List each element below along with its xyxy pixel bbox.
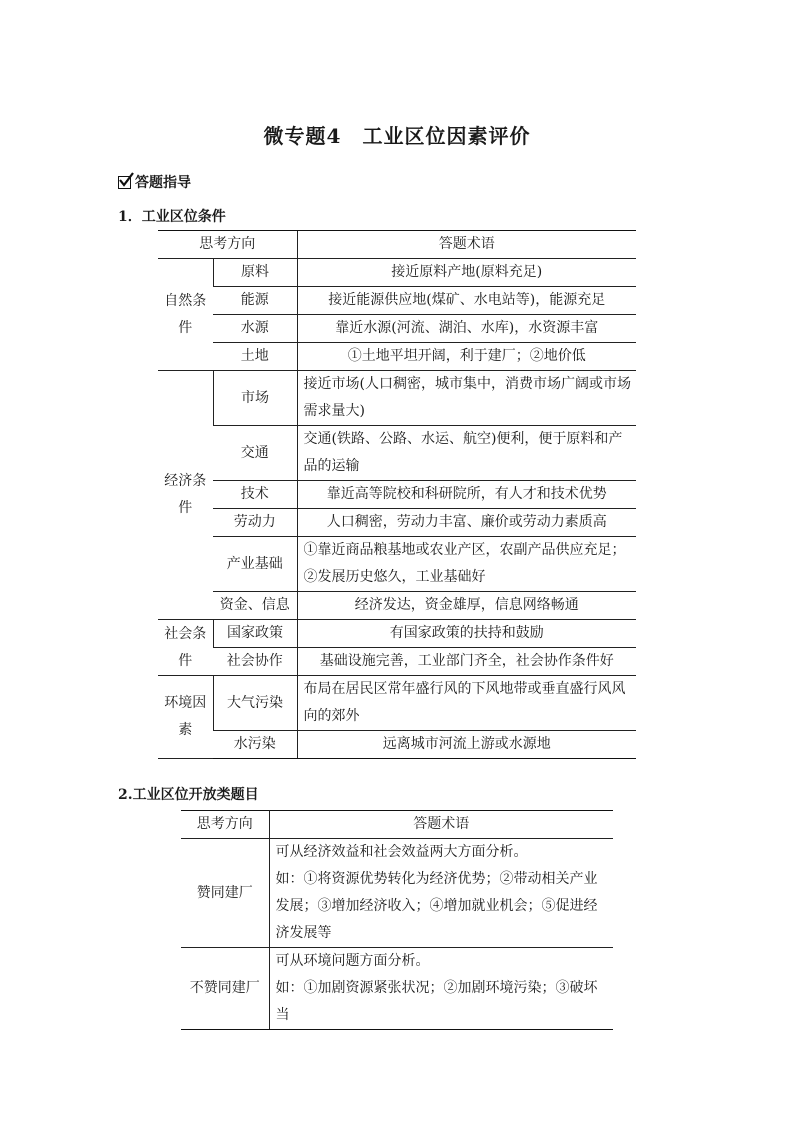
table-row	[158, 481, 636, 509]
table-row	[181, 839, 613, 948]
term-cell: 远离城市河流上游或水源地	[297, 731, 636, 759]
table-row	[158, 315, 636, 343]
factor-cell: 水污染	[213, 731, 297, 759]
term-cell: 靠近水源(河流、湖泊、水库)，水资源丰富	[297, 315, 636, 343]
table-row	[158, 509, 636, 537]
table-row	[158, 537, 636, 592]
category-cell: 社会条件	[158, 620, 213, 676]
analysis-points: 如：①加剧资源紧张状况；②加剧环境污染；③破坏当	[275, 980, 598, 1023]
table-row	[158, 371, 636, 426]
factor-cell: 社会协作	[213, 648, 297, 676]
guide-label: 答题指导	[135, 175, 191, 191]
table-row	[158, 592, 636, 620]
table-row	[158, 259, 636, 287]
category-cell: 经济条件	[158, 371, 213, 620]
factor-cell: 能源	[213, 287, 297, 315]
header-direction: 思考方向	[158, 231, 297, 259]
header-terms: 答题术语	[297, 231, 636, 259]
analysis-intro: 可从经济效益和社会效益两大方面分析。	[275, 844, 528, 860]
term-cell: 靠近高等院校和科研院所，有人才和技术优势	[297, 481, 636, 509]
analysis-intro: 可从环境问题方面分析。	[275, 953, 430, 969]
term-cell: 人口稠密，劳动力丰富、廉价或劳动力素质高	[297, 509, 636, 537]
term-cell: ①靠近商品粮基地或农业产区，农副产品供应充足；②发展历史悠久，工业基础好	[297, 537, 636, 592]
table-row	[158, 648, 636, 676]
factor-cell: 交通	[213, 426, 297, 481]
page-title: 微专题4 工业区位因素评价	[263, 124, 531, 148]
table-row	[158, 287, 636, 315]
table-header-row	[158, 231, 636, 259]
term-cell: ①土地平坦开阔，利于建厂；②地价低	[297, 343, 636, 371]
header-terms: 答题术语	[269, 811, 613, 839]
table-row	[158, 676, 636, 731]
factor-cell: 原料	[213, 259, 297, 287]
table-row	[158, 343, 636, 371]
category-cell: 自然条件	[158, 259, 213, 371]
factor-cell: 水源	[213, 315, 297, 343]
direction-cell: 不赞同建厂	[181, 948, 269, 1030]
factor-cell: 土地	[213, 343, 297, 371]
term-cell	[269, 839, 613, 948]
factor-cell: 国家政策	[213, 620, 297, 648]
factor-cell: 技术	[213, 481, 297, 509]
factor-cell: 劳动力	[213, 509, 297, 537]
checkbox-icon	[118, 176, 131, 189]
factor-cell: 产业基础	[213, 537, 297, 592]
table-header-row	[181, 811, 613, 839]
location-conditions-table	[158, 230, 636, 759]
header-direction: 思考方向	[181, 811, 269, 839]
guide-header	[118, 172, 191, 192]
table-row	[158, 620, 636, 648]
term-cell: 交通(铁路、公路、水运、航空)便利，便于原料和产品的运输	[297, 426, 636, 481]
term-cell: 有国家政策的扶持和鼓励	[297, 620, 636, 648]
factor-cell: 资金、信息	[213, 592, 297, 620]
term-cell: 接近市场(人口稠密，城市集中，消费市场广阔或市场需求量大)	[297, 371, 636, 426]
term-cell: 经济发达，资金雄厚，信息网络畅通	[297, 592, 636, 620]
category-cell: 环境因素	[158, 676, 213, 759]
table-row	[158, 731, 636, 759]
section2-heading: 2.工业区位开放类题目	[118, 787, 259, 803]
factor-cell: 市场	[213, 371, 297, 426]
term-cell: 布局在居民区常年盛行风的下风地带或垂直盛行风风向的郊外	[297, 676, 636, 731]
term-cell: 接近原料产地(原料充足)	[297, 259, 636, 287]
term-cell	[269, 948, 613, 1030]
direction-cell: 赞同建厂	[181, 839, 269, 948]
open-questions-table	[181, 810, 613, 1030]
factor-cell: 大气污染	[213, 676, 297, 731]
table-row	[181, 948, 613, 1030]
term-cell: 基础设施完善，工业部门齐全，社会协作条件好	[297, 648, 636, 676]
analysis-points: 如：①将资源优势转化为经济优势；②带动相关产业发展；③增加经济收入；④增加就业机会；⑤促进经济发展等	[275, 871, 598, 941]
table-row	[158, 426, 636, 481]
section1-heading: 1．工业区位条件	[118, 209, 226, 225]
term-cell: 接近能源供应地(煤矿、水电站等)，能源充足	[297, 287, 636, 315]
